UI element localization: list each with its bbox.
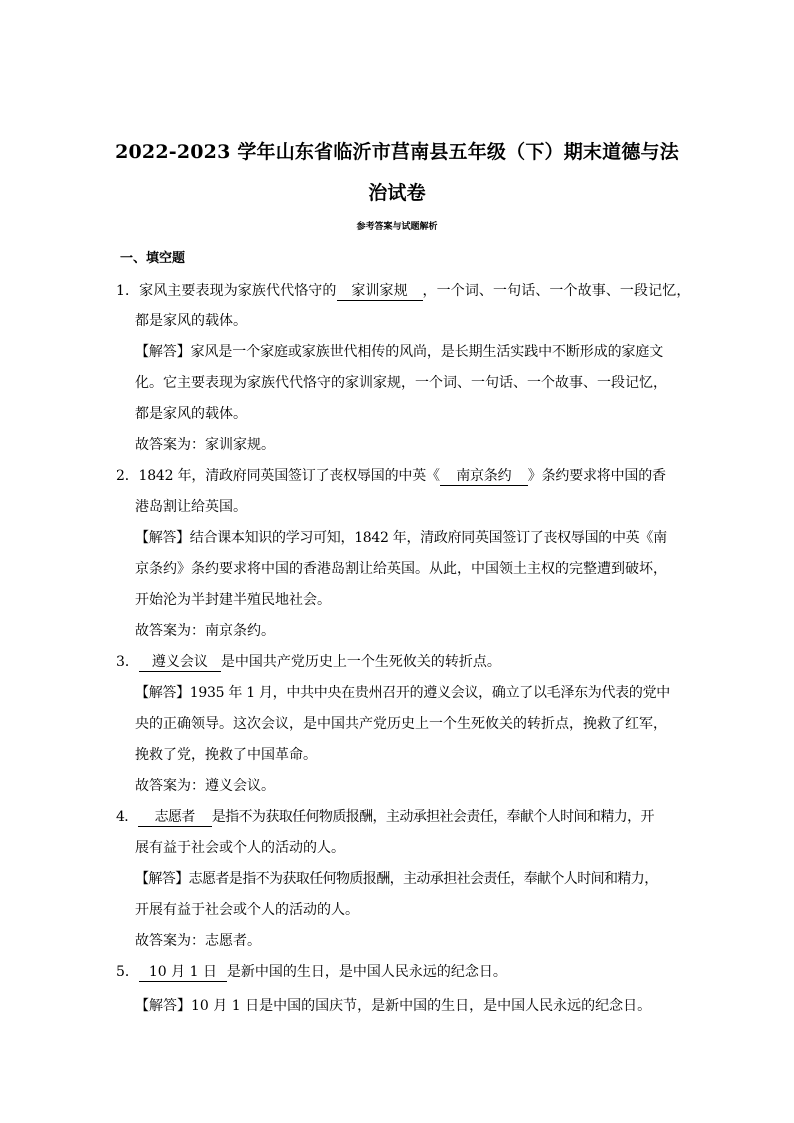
answer-blank: 10 月 1 日 [139,964,227,982]
analysis-3-line-1: 【解答】1935 年 1 月，中共中央在贵州召开的遵义会议，确立了以毛泽东为代表的党中 [135,685,670,701]
answer-blank: 家训家规 [337,283,423,301]
question-text: 》条约要求将中国的香 [527,468,666,484]
analysis-3-line-2: 央的正确领导。这次会议，是中国共产党历史上一个生死攸关的转折点，挽救了红军， [135,716,667,732]
analysis-1-line-1: 【解答】家风是一个家庭或家族世代相传的风尚，是长期生活实践中不断形成的家庭文 [135,344,664,360]
question-number: 5． [116,964,139,980]
analysis-4-line-1: 【解答】志愿者是指不为获取任何物质报酬，主动承担社会责任，奉献个人时间和精力， [135,871,658,887]
analysis-1-line-2: 化。它主要表现为家族代代恪守的家训家规，一个词、一句话、一个故事、一段记忆， [135,375,667,391]
answer-1-final: 故答案为：家训家规。 [135,437,275,453]
question-text: 是新中国的生日，是中国人民永远的纪念日。 [226,964,507,980]
answer-blank: 南京条约 [440,468,528,486]
analysis-2-line-3: 开始沦为半封建半殖民地社会。 [135,592,331,608]
question-4-line-2: 展有益于社会或个人的活动的人。 [135,840,345,856]
section-heading: 一、填空题 [120,251,186,266]
question-3-line-1 [116,652,501,672]
answer-blank: 志愿者 [138,809,212,827]
answer-3-final: 故答案为：遵义会议。 [135,778,275,794]
question-2-line-1 [116,466,666,486]
page-title-line-2: 治试卷 [368,182,426,204]
question-text: 是指不为获取任何物质报酬，主动承担社会责任，奉献个人时间和精力，开 [211,809,654,825]
question-number: 2． [116,468,139,484]
question-number: 3． [116,654,139,670]
question-2-line-2: 港岛割让给英国。 [135,499,247,515]
analysis-1-line-3: 都是家风的载体。 [135,406,247,422]
answer-blank: 遵义会议 [139,654,221,672]
page-subtitle: 参考答案与试题解析 [356,222,438,232]
question-4-line-1 [116,807,654,827]
answer-2-final: 故答案为：南京条约。 [135,623,275,639]
analysis-2-line-1: 【解答】结合课本知识的学习可知，1842 年，清政府同英国签订了丧权辱国的中英《南 [135,530,667,546]
question-text: 1842 年，清政府同英国签订了丧权辱国的中英《 [138,468,440,484]
question-1-line-2: 都是家风的载体。 [135,313,247,329]
question-1-line-1 [116,281,690,301]
question-number: 4． [116,809,138,825]
analysis-2-line-2: 京条约》条约要求将中国的香港岛割让给英国。从此，中国领土主权的完整遭到破坏， [135,561,667,577]
question-5-line-1 [116,962,507,982]
analysis-3-line-3: 挽救了党，挽救了中国革命。 [135,747,317,763]
analysis-5-line-1: 【解答】10 月 1 日是中国的国庆节，是新中国的生日，是中国人民永远的纪念日。 [135,998,652,1014]
question-text: 是中国共产党历史上一个生死攸关的转折点。 [220,654,501,670]
question-text: ，一个词、一句话、一个故事、一段记忆， [422,283,691,299]
analysis-4-line-2: 开展有益于社会或个人的活动的人。 [135,902,359,918]
question-text: 家风主要表现为家族代代恪守的 [139,283,337,299]
answer-4-final: 故答案为：志愿者。 [135,933,261,949]
page-title-line-1: 2022-2023 学年山东省临沂市莒南县五年级（下）期末道德与法 [115,141,679,163]
question-number: 1． [116,283,140,299]
